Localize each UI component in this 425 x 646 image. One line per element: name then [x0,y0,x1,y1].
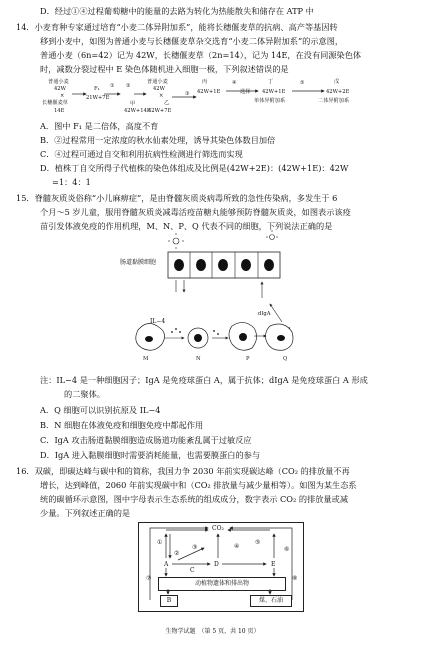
fig14-step5: ⑤ [300,80,305,86]
fig14-42w1e-b: 42W+1E [262,89,286,95]
fig15-cell-nuclei [145,333,285,342]
fig16-d: D [214,561,219,568]
fig16-n4: ④ [234,543,240,550]
fig14-42w2e: 42W+2E [326,89,350,95]
fig16-a: A [164,561,169,568]
q14-line4: 时，减数分裂过程中 E 染色体随机进入细胞一极，下列叙述错误的是 [40,64,289,74]
q15-option-b: B．N 细胞在体液免疫和细胞免疫中都起作用 [40,420,204,430]
q14-option-b: B．②过程常用一定浓度的秋水仙素处理，诱导其染色体数目加倍 [40,135,276,145]
fig16-n8: ⑧ [292,575,298,582]
option-d-prev: D．经过①④过程葡萄糖中的能量的去路为转化为热能散失和储存在 ATP 中 [40,6,314,16]
fig15-il4: IL−4 [150,318,166,325]
q15-note-line2: 的二聚体。 [64,389,105,399]
fig14-long-grass: 长穗偃麦草 [42,100,68,106]
page-footer: 生物学试题 （第 5 页，共 10 页） [165,628,260,635]
fig15-m: M [143,356,149,362]
fig16-remains: 动植物遗体和排出物 [194,580,249,587]
q15-line1: 15．脊髓灰质炎俗称“小儿麻痹症”，是由脊髓灰质炎病毒所致的急性传染病，多发生于 6 [16,193,338,203]
fig14-ding: 丁 [268,79,274,85]
q15-option-a: A．Q 细胞可以识别抗原及 IL−4 [40,405,161,415]
fig14-21w7e: 21W+7E [86,95,110,101]
fig14-jia: 甲 [130,101,136,107]
fig16-c: C [190,567,195,574]
fig15-n: N [196,356,201,362]
fig16-n2: ② [174,550,180,557]
fig16-coal: 煤、石油 [258,597,283,604]
q14-line3: 普通小麦（6n=42）记为 42W，长穗偃麦草（2n=14），记为 14E，在没有同源染色体 [40,50,362,60]
fig15-digA: dIgA [258,311,271,317]
fig14-42w1e-a: 42W+1E [197,89,221,95]
q16-line1: 16．双碳，即碳达峰与碳中和的简称，我国力争 2030 年前实现碳达峰（CO₂ 的排放量不再 [16,466,350,476]
q14-option-a: A．图中 F₁ 是二倍体，高度不育 [40,121,159,131]
q14-line2: 移到小麦中，如图为普通小麦与长穗偃麦草杂交选育“小麦二体异附加系”的示意图， [40,36,344,46]
fig14-common-wheat2: 普通小麦 [147,79,168,85]
fig16-co2: CO₂ [212,525,224,532]
fig15-cells-label: 肠道黏膜细胞 [120,259,157,266]
fig16-n5: ⑤ [255,539,261,546]
q15-option-c: C．IgA 攻击肠道黏膜细胞造成肠道功能紊乱属于过敏反应 [40,435,252,445]
fig14-wu: 戊 [334,79,340,85]
fig14-step4: ④ [232,80,237,86]
fig14-42w14e: 42W+14E [124,108,151,114]
fig16-e: E [271,561,276,568]
q15-line3: 苗引发体液免疫的作用机理，M、N、P、Q 代表不同的细胞，下列说法正确的是 [40,221,333,231]
q16-line2: 增长，达到峰值，2060 年前实现碳中和（CO₂ 排放量与减少量相等）。如图为某生态系 [40,480,357,490]
fig14-yi: 乙 [164,100,170,106]
fig16-arrows [150,528,292,600]
q14-option-d-line1: D．植株丁自交所得子代植株的染色体组成及比例是(42W+2E)：(42W+1E)：42W [40,163,349,173]
fig15-immune-cells [136,322,293,350]
fig14-f1: F₁ [94,86,100,92]
fig14-42w-b: 42W [153,86,165,92]
fig14-single-line: 单体异附加系 [254,98,286,104]
q16-line4: 少量。下列叙述正确的是 [40,508,131,518]
fig14-double-line: 二体异附加系 [318,98,350,104]
q16-line3: 统的碳循环示意图，图中字母表示生态系统的组成成分，数字表示 CO₂ 的排放量或减 [40,494,349,504]
fig15-p: P [246,356,250,362]
q14-option-d-line2: =1：4：1 [52,177,91,187]
fig15-arrows [164,304,282,338]
q15-option-d: D．IgA 进入黏膜细胞时需要消耗能量，也需要膜蛋白的参与 [40,450,261,460]
fig14-select: 选择 [240,89,251,95]
fig14-common-wheat: 普通小麦 [48,79,69,85]
fig14-step1: ① [110,83,115,89]
q15-note-line1: 注：IL−4 是一种细胞因子；IgA 是免疫球蛋白 A，属于抗体；dIgA 是免疫球蛋白 A 形成 [40,375,368,385]
q14-line1: 14．小麦育种专家通过培育“小麦二体异附加系”，能将长穗偃麦草的抗病、高产等基因转 [16,22,338,32]
fig16-n1: ① [157,539,163,546]
fig14-step3: ③ [185,91,190,97]
fig16-n6: ⑥ [284,546,290,553]
fig15-q: Q [283,356,288,362]
fig14-bing: 丙 [202,79,208,85]
fig14-42w7e: 42W+7E [148,108,172,114]
fig15-antigen-icon [266,230,278,240]
fig15-graphics [136,230,293,350]
q14-option-c: C．④过程可通过自交和利用抗病性检测进行筛选而实现 [40,149,243,159]
fig14-arrows [72,91,324,97]
fig14-cross: × [60,93,65,99]
fig14-step2: ② [126,83,131,89]
fig14-42w: 42W [54,86,66,92]
fig14-cross2: × [159,93,164,99]
fig16-n3: ③ [192,544,198,551]
q15-line2: 个月～5 岁儿童，服用脊髓灰质炎减毒活疫苗糖丸能够预防脊髓灰质炎，如图表示该疫 [40,207,351,217]
fig16-b: B [166,597,172,604]
fig15-sun-icon [168,233,184,249]
fig15-arrow-down [176,280,184,292]
fig14-14e: 14E [54,108,65,114]
fig16-n7: ⑦ [146,575,152,582]
